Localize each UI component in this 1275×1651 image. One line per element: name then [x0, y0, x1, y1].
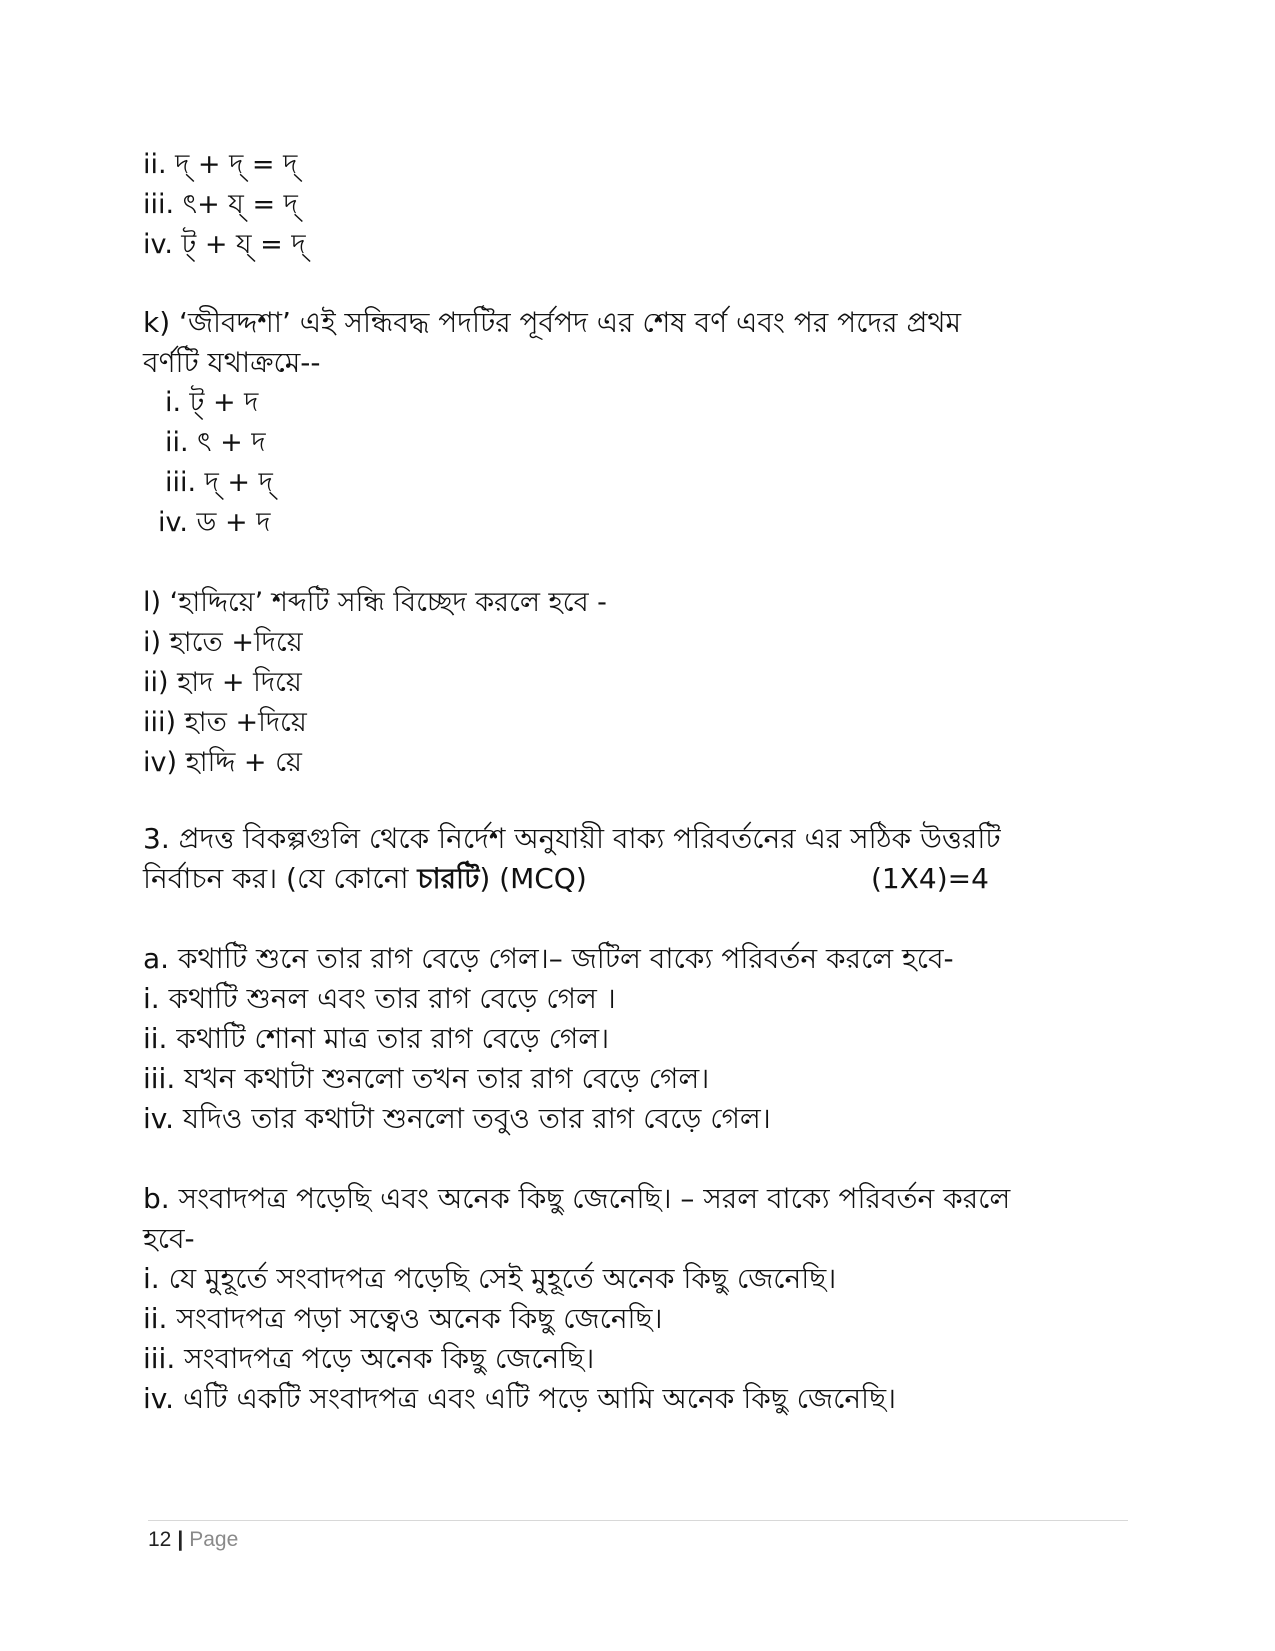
- question-a-option-i: i. কথাটি শুনল এবং তার রাগ বেড়ে গেল ।: [143, 982, 616, 1015]
- question-b-stem-line2: হবে-: [143, 1222, 195, 1255]
- question-l-stem: l) ‘হাদ্দিয়ে’ শব্দটি সন্ধি বিচ্ছেদ করলে হবে -: [143, 587, 607, 618]
- option-iii: iii. ৎ+ য্ = দ্: [143, 189, 298, 220]
- question-3-line2-text: নির্বাচন কর। (যে কোনো: [143, 862, 418, 895]
- question-3-line1: 3. প্রদত্ত বিকল্পগুলি থেকে নির্দেশ অনুযায়ী বাক্য পরিবর্তনের এর সঠিক উত্তরটি: [143, 822, 1001, 855]
- footer-divider: [148, 1520, 1128, 1521]
- page-footer: [148, 1526, 238, 1554]
- option-ii: ii. দ্ + দ্ = দ্: [143, 149, 298, 180]
- question-k-option-i: i. ট্ + দ: [165, 387, 259, 418]
- question-3-mcq-label: ) (MCQ): [479, 862, 587, 895]
- question-b-option-iii: iii. সংবাদপত্র পড়ে অনেক কিছু জেনেছি।: [143, 1342, 595, 1375]
- question-a-option-ii: ii. কথাটি শোনা মাত্র তার রাগ বেড়ে গেল।: [143, 1022, 610, 1055]
- question-l-option-i: i) হাতে +দিয়ে: [143, 627, 303, 658]
- footer-separator: |: [177, 1528, 184, 1551]
- question-a-stem: a. কথাটি শুনে তার রাগ বেড়ে গেল।– জটিল বাক্যে পরিবর্তন করলে হবে-: [143, 942, 954, 975]
- page-label: Page: [189, 1528, 239, 1551]
- question-k-option-iii: iii. দ্ + দ্: [165, 467, 273, 498]
- question-k-line2: বর্ণটি যথাক্রমে--: [143, 346, 321, 379]
- question-a-option-iii: iii. যখন কথাটা শুনলো তখন তার রাগ বেড়ে গেল।: [143, 1062, 710, 1095]
- question-k-line1: k) ‘জীবদ্দশা’ এই সন্ধিবদ্ধ পদটির পূর্বপদ এর শেষ বর্ণ এবং পর পদের প্রথম: [143, 306, 962, 339]
- question-b-stem-line1: b. সংবাদপত্র পড়েছি এবং অনেক কিছু জেনেছি। – সরল বাক্যে পরিবর্তন করলে: [143, 1182, 1011, 1215]
- question-b-option-ii: ii. সংবাদপত্র পড়া সত্বেও অনেক কিছু জেনেছি।: [143, 1302, 663, 1335]
- question-b-option-iv: iv. এটি একটি সংবাদপত্র এবং এটি পড়ে আমি অনেক কিছু জেনেছি।: [143, 1382, 897, 1415]
- page-number: 12: [148, 1528, 172, 1551]
- question-b-option-i: i. যে মুহূর্তে সংবাদপত্র পড়েছি সেই মুহূর্তে অনেক কিছু জেনেছি।: [143, 1262, 837, 1295]
- question-l-option-iv: iv) হাদ্দি + য়ে: [143, 747, 302, 778]
- option-iv: iv. ট্ + য্ = দ্: [143, 229, 306, 260]
- question-3-count-bold: চারটি: [417, 862, 480, 895]
- question-k-option-iv: iv. ড + দ: [158, 507, 271, 538]
- question-k-option-ii: ii. ৎ + দ: [165, 427, 266, 458]
- question-a-option-iv: iv. যদিও তার কথাটা শুনলো তবুও তার রাগ বেড়ে গেল।: [143, 1102, 771, 1135]
- question-3-line2: [143, 858, 989, 900]
- question-3-marks: (1X4)=4: [871, 862, 989, 895]
- question-l-option-ii: ii) হাদ + দিয়ে: [143, 667, 302, 698]
- question-l-option-iii: iii) হাত +দিয়ে: [143, 707, 307, 738]
